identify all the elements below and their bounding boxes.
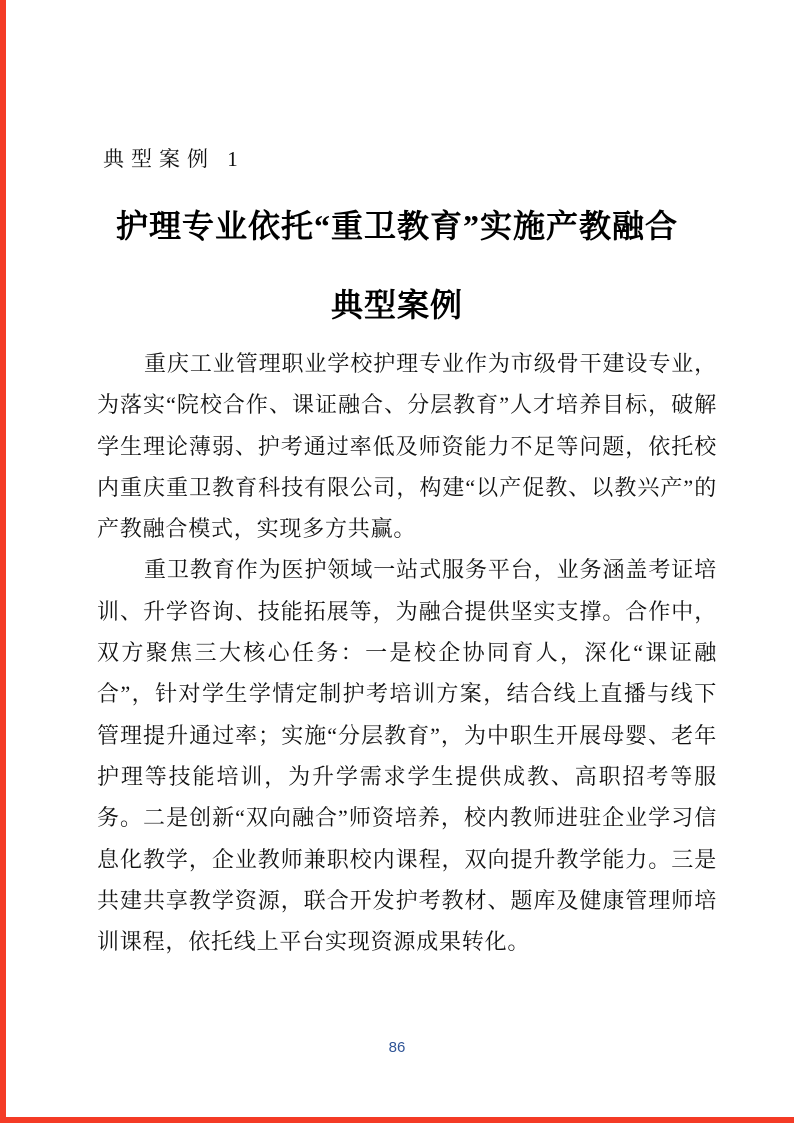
document-title-line2: 典型案例	[330, 287, 463, 323]
red-bottom-edge-rule	[0, 1117, 794, 1123]
document-title-line1: 护理专业依托“重卫教育”实施产教融合	[115, 208, 678, 244]
paragraph-1: 重庆工业管理职业学校护理专业作为市级骨干建设专业，为落实“院校合作、课证融合、分层教育”人才培养目标，破解学生理论薄弱、护考通过率低及师资能力不足等问题，依托校内重庆重卫教育科技有限公司，构建“以产促教、以教兴产”的产教融合模式，实现多方共赢。	[97, 351, 717, 542]
page-number: 86	[388, 1039, 406, 1056]
case-label: 典型案例 1	[103, 147, 245, 171]
body-text-block	[97, 343, 717, 962]
red-left-edge-rule	[0, 0, 6, 1123]
paragraph-2: 重卫教育作为医护领域一站式服务平台，业务涵盖考证培训、升学咨询、技能拓展等，为融合提供坚实支撑。合作中，双方聚焦三大核心任务：一是校企协同育人，深化“课证融合”，针对学生学情定制护考培训方案，结合线上直播与线下管理提升通过率；实施“分层教育”，为中职生开展母婴、老年护理等技能培训，为升学需求学生提供成教、高职招考等服务。二是创新“双向融合”师资培养，校内教师进驻企业学习信息化教学，企业教师兼职校内课程，双向提升教学能力。三是共建共享教学资源，联合开发护考教材、题库及健康管理师培训课程，依托线上平台实现资源成果转化。	[97, 557, 717, 955]
